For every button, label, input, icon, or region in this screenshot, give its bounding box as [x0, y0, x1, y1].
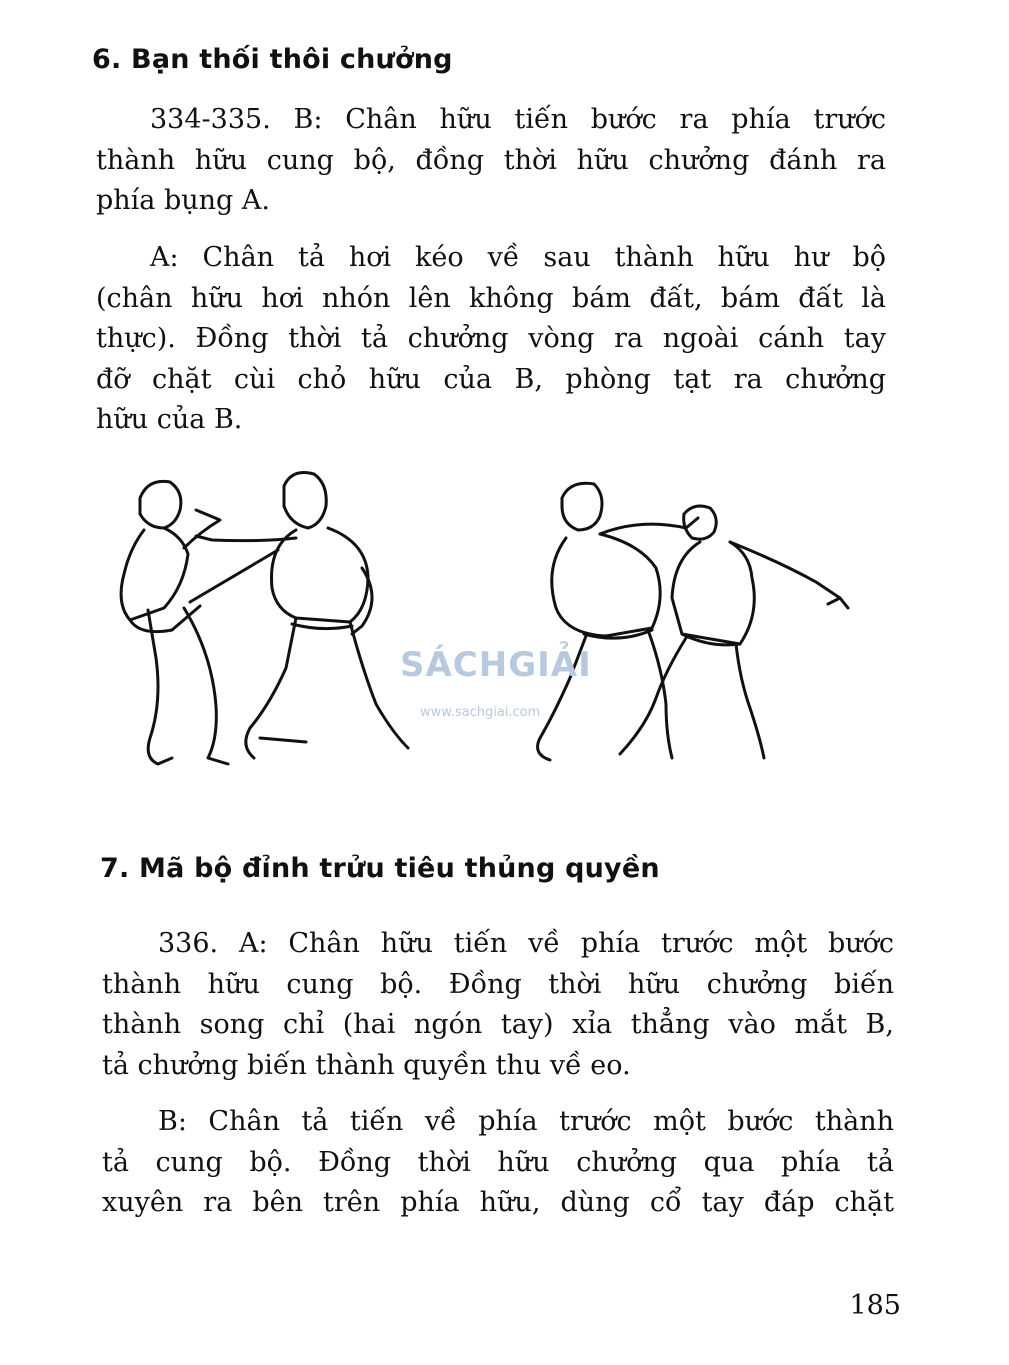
text-line: đỡ chặt cùi chỏ hữu của B, phòng tạt ra chưởng [96, 363, 886, 395]
watermark [400, 645, 600, 725]
text-line: 336. A: Chân hữu tiến về phía trước một bước [158, 928, 894, 959]
page-number: 185 [849, 1290, 901, 1321]
text-line: thành hữu cung bộ, đồng thời hữu chưởng đánh ra [96, 144, 886, 176]
paragraph-b-response [102, 1102, 894, 1224]
text-line: thực). Đồng thời tả chưởng vòng ra ngoài cánh tay [96, 323, 886, 354]
text-line: B: Chân tả tiến về phía trước một bước thành [158, 1106, 894, 1137]
text-line: 334-335. B: Chân hữu tiến bước ra phía trước [150, 104, 886, 135]
watermark-url: www.sachgiai.com [420, 705, 541, 720]
section-7-heading: 7. Mã bộ đỉnh trửu tiêu thủng quyền [100, 853, 660, 884]
paragraph-334-335 [96, 100, 886, 222]
text-line: phía bụng A. [96, 185, 270, 216]
paragraph-a-response [96, 238, 886, 441]
text-line: (chân hữu hơi nhón lên không bám đất, bám đất là [96, 282, 886, 314]
figure-a-right [620, 506, 848, 758]
text-line: hữu của B. [96, 404, 243, 435]
figure-b-left [196, 473, 408, 759]
text-line: thành hữu cung bộ. Đồng thời hữu chưởng biến [102, 968, 894, 1000]
text-line: A: Chân tả hơi kéo về sau thành hữu hư bộ [150, 242, 886, 273]
watermark-logo: SÁCHGIẢI [400, 645, 592, 685]
text-line: tả chưởng biến thành quyền thu về eo. [102, 1049, 631, 1081]
section-6-heading: 6. Bạn thối thôi chưởng [92, 44, 453, 75]
text-line: tả cung bộ. Đồng thời hữu chưởng qua phía tả [102, 1146, 894, 1178]
text-line: thành song chỉ (hai ngón tay) xỉa thẳng vào mắt B, [102, 1009, 894, 1040]
text-line: xuyên ra bên trên phía hữu, dùng cổ tay đáp chặt [102, 1187, 894, 1218]
paragraph-336 [102, 924, 894, 1086]
fighting-illustration [100, 458, 860, 818]
